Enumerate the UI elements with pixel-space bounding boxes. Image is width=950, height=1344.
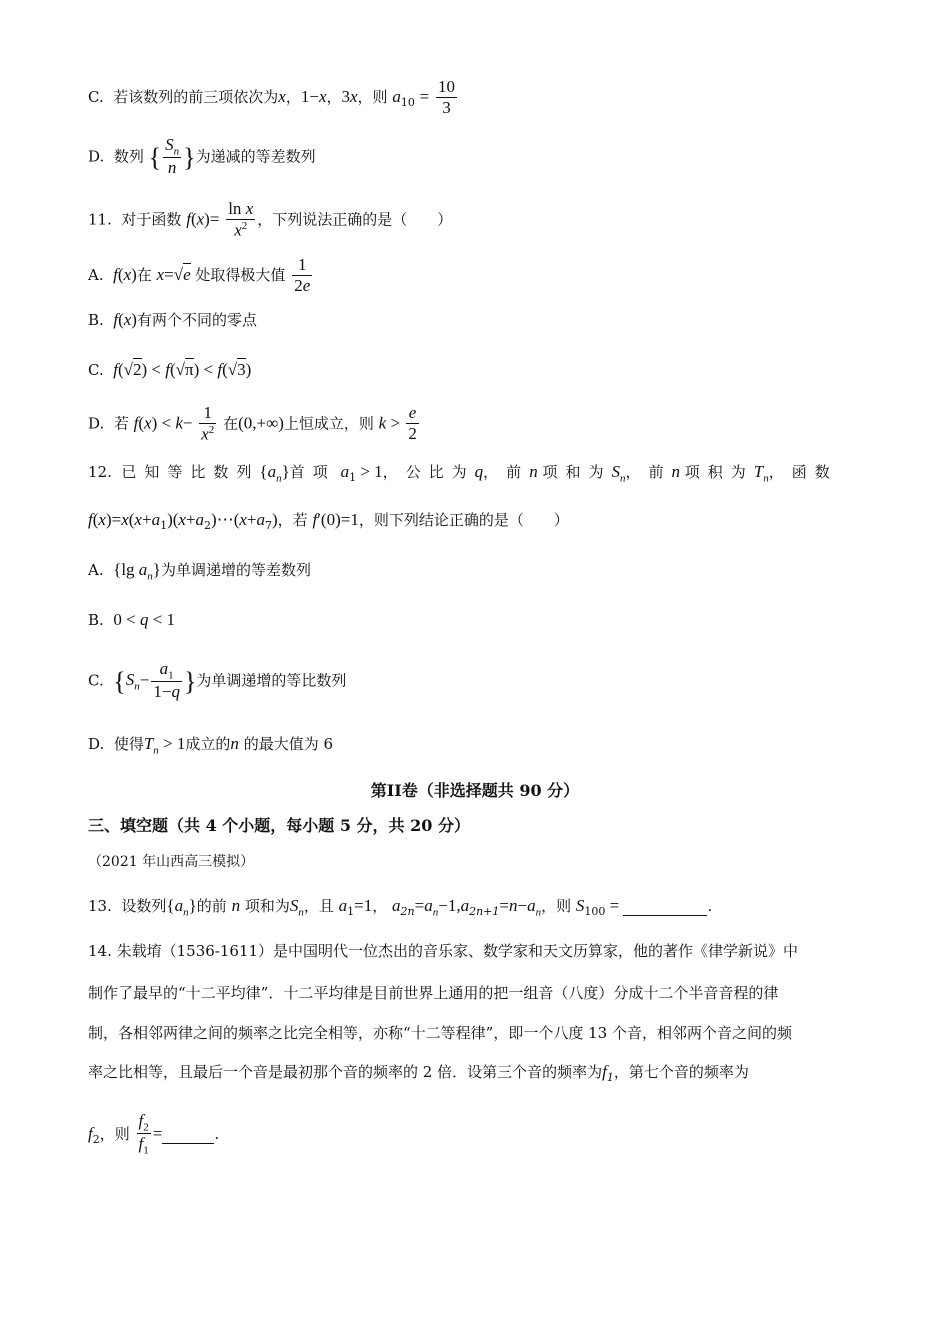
fraction-f2-f1: $\frac{f_2}{f_1}$ — [138, 1111, 149, 1157]
q14-line-1: 14. 朱载堉（1536-1611）是中国明代一位杰出的音乐家、数学家和天文历算家，他的著作《律学新说》中 — [88, 942, 799, 960]
fraction-1-2e: $\frac{1}{2e}$ — [294, 255, 311, 295]
fraction-10-3: $\frac{10}{3}$ — [438, 77, 455, 117]
q14-line-3: 制，各相邻两律之间的频率之比完全相等，亦称“十二等程律”，即一个八度 13 个音，相邻两个音之间的频 — [88, 1024, 792, 1042]
q11-option-d[interactable]: D. 若 f(x) < k− $\frac{1}{x^2}$ 在(0,+∞)上恒成立，则 k > $\frac{e}{2}$ — [88, 403, 417, 444]
q12-option-b[interactable]: B. 0 < q < 1 — [88, 610, 176, 629]
fraction-e-2: $\frac{e}{2}$ — [408, 403, 417, 444]
answer-blank-13[interactable] — [623, 897, 707, 916]
fraction-a1-1-q: $\frac{a_1}{1-q}$ — [153, 659, 180, 702]
fraction-lnx-x2: $\frac{\text{ln x}}{x^2}$ — [228, 199, 254, 240]
answer-blank-14[interactable] — [162, 1125, 214, 1144]
q14-line-2: 制作了最早的“十二平均律”．十二平均律是目前世界上通用的把一组音（八度）分成十二个半音音程的律 — [88, 984, 779, 1002]
q12-option-d[interactable]: D. 使得$T_n > 1$成立的n 的最大值为 6 — [88, 734, 333, 757]
q14-line-4: 率之比相等，且最后一个音是最初那个音的频率的 2 倍．设第三个音的频率为$f_1$，第七个音的频率为 — [88, 1062, 749, 1084]
q11-option-b[interactable]: B. f(x)有两个不同的零点 — [88, 310, 257, 329]
q13: 13. 设数列$\{a_n\}$的前 n 项和为$S_n$，且 $a_1=1$， $a_{2n}=a_n-1,a_{2n+1}=n-a_n$，则 $S_{100}$ = . — [88, 896, 713, 919]
q11-stem: 11. 对于函数 f(x)= $\frac{\text{ln x}}{x^2}$ ，下列说法正确的是（ ） — [88, 199, 453, 240]
q14-line-5: $f_2$，则 $\frac{f_2}{f_1}$ = . — [88, 1111, 220, 1157]
q12-stem-line-1: 12. 已知等比数列$\{a_n\}$首项 $a_1 > 1$，公比为q，前n 项和为$S_n$，前n 项积为$T_n$，函数 — [88, 462, 838, 485]
part-3-title: 三、填空题（共 4 个小题，每小题 5 分，共 20 分） — [88, 816, 470, 835]
q11-option-c[interactable]: C. f(√2) < f(√π) < f(√3) — [88, 360, 252, 379]
q12-option-c[interactable]: C. {$S_n-$ $\frac{a_1}{1-q}$ }为单调递增的等比数列 — [88, 659, 347, 702]
section-2-title: 第II卷（非选择题共 90 分） — [370, 781, 580, 800]
fraction-1-x2: $\frac{1}{x^2}$ — [201, 403, 215, 444]
q10-option-d[interactable]: D. 数列 { $\frac{S_n}{n}$ }为递减的等差数列 — [88, 135, 316, 178]
source-note: （2021 年山西高三模拟） — [88, 854, 255, 870]
q10-option-c[interactable]: C. 若该数列的前三项依次为x，1−x，3x，则 $a_{10}$ = $\frac{10}{3}$ — [88, 77, 455, 117]
q11-option-a[interactable]: A. f(x)在 x=√e 处取得极大值 $\frac{1}{2e}$ — [88, 255, 311, 295]
fraction-sn-n: $\frac{S_n}{n}$ — [165, 135, 180, 178]
q12-stem-line-2: $f(x)=x(x+a_1)(x+a_2)\cdots(x+a_7)$，若 f′(0)=1，则下列结论正确的是（ ） — [88, 510, 569, 532]
q12-option-a[interactable]: A. {lg $a_n$}为单调递增的等差数列 — [88, 560, 311, 583]
